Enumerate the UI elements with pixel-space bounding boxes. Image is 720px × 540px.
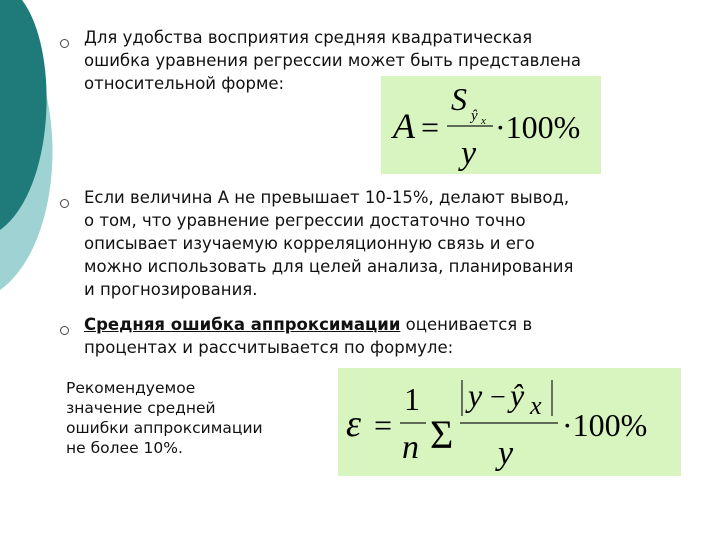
text-line [84,313,532,336]
formula-eps-multiplier: ·100% [562,407,648,443]
recommendation-note [66,378,263,458]
formula-eps-minus: − [490,382,506,413]
formula-eps-svg [338,368,681,476]
text-line: о том, что уравнение регрессии достаточно точно [84,211,526,230]
text-line: Если величина А не превышает 10-15%, делают вывод, [84,188,570,207]
formula-a-lhs: A [393,106,415,146]
text-line: ошибка уравнения регрессии может быть представлена [84,51,581,70]
formula-eps-lhs: ε [346,403,361,445]
formula-a-sub-yhat: ŷ [471,108,478,124]
text-line: описывает изучаемую корреляционную связь и его [84,234,535,253]
formula-a-equals: = [421,109,440,145]
formula-eps-num-yhat: ŷ [510,377,525,413]
note-line: не более 10%. [66,439,183,457]
text-line: Для удобства восприятия средняя квадратическая [84,28,533,47]
formula-eps-den: y [498,435,514,472]
bullet-circle-icon [60,39,69,48]
formula-a-sub-x: x [481,115,486,127]
text-line: относительной форме: [84,74,285,93]
formula-eps-num-y: y [468,377,483,413]
emphasis-term: Средняя ошибка аппроксимации [84,315,401,334]
formula-a-denominator: y [461,135,477,172]
formula-approximation-error [338,368,681,476]
bullet-paragraph-2 [84,186,573,301]
text-line: и прогнозирования. [84,280,258,299]
note-line: Рекомендуемое [66,379,196,397]
formula-eps-n: n [402,429,419,466]
bullet-circle-icon [60,199,69,208]
formula-eps-equals: = [374,407,393,443]
text-line: можно использовать для целей анализа, планирования [84,257,574,276]
formula-eps-one: 1 [404,381,420,417]
bullet-paragraph-3 [84,313,532,359]
formula-relative-error [381,76,601,174]
formula-a-numerator: S [451,81,467,117]
bullet-circle-icon [60,326,69,335]
decorative-arc [0,0,60,300]
text-fragment: оценивается в [400,315,533,334]
text-line: процентах и рассчитывается по формуле: [84,338,454,357]
formula-a-svg [381,76,601,174]
formula-a-multiplier: ·100% [495,109,581,145]
formula-eps-sum: Σ [430,412,454,457]
note-line: ошибки аппроксимации [66,419,263,437]
note-line: значение средней [66,399,216,417]
formula-eps-num-x: x [530,391,542,420]
